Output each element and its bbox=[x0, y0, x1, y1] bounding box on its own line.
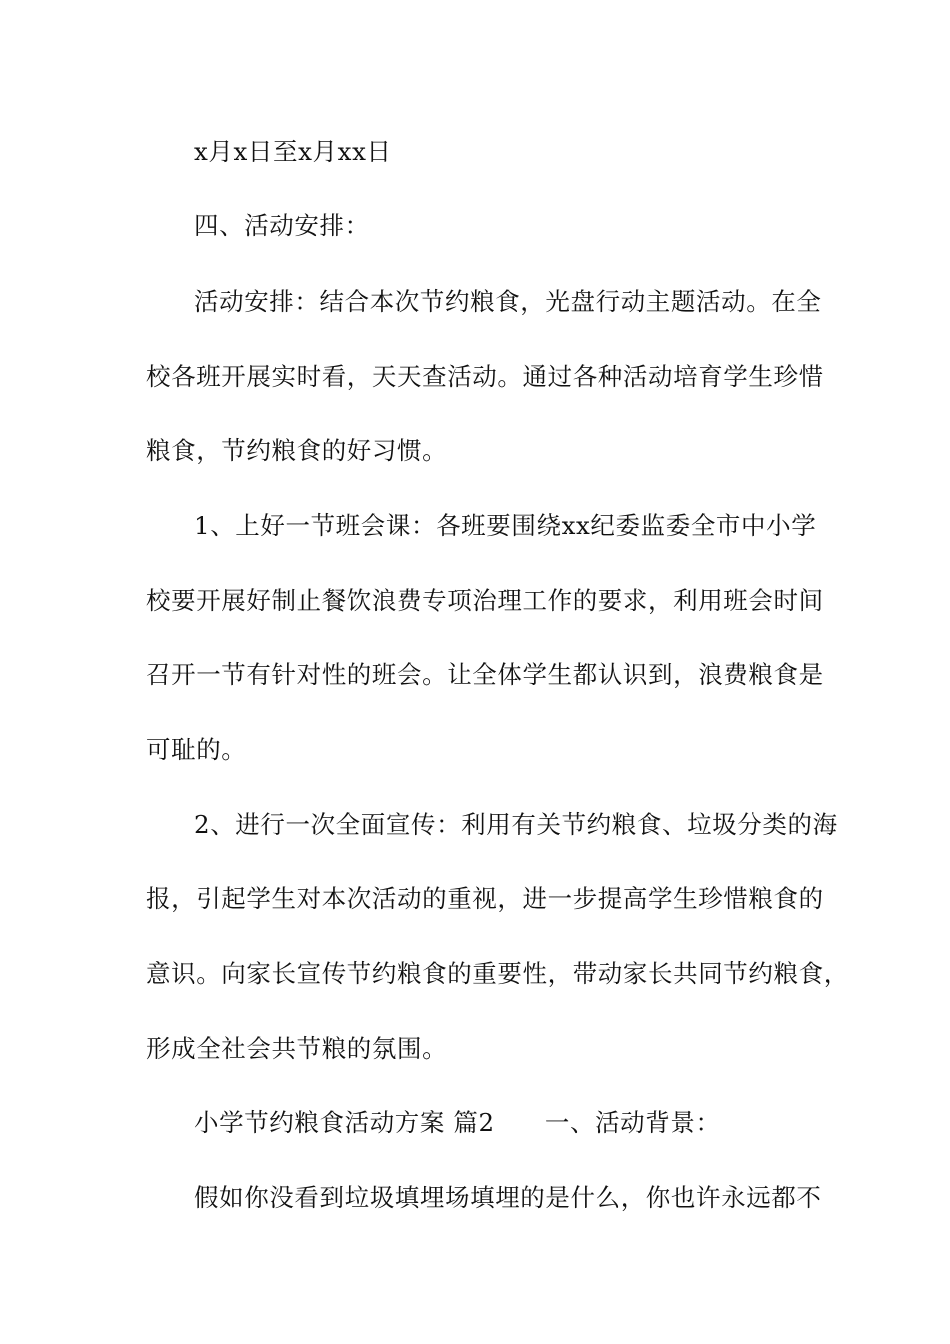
paragraph-line: 校各班开展实时看，天天查活动。通过各种活动培育学生珍惜 bbox=[146, 362, 824, 391]
section-heading-activity-arrangement: 四、活动安排： bbox=[194, 211, 370, 240]
text-line-date-range: x月x日至x月xx日 bbox=[194, 137, 392, 166]
section-title-plan-2: 小学节约粮食活动方案 篇2 一、活动背景： bbox=[194, 1108, 721, 1137]
paragraph-line: 1、上好一节班会课：各班要围绕xx纪委监委全市中小学 bbox=[194, 511, 817, 540]
paragraph-line: 2、进行一次全面宣传：利用有关节约粮食、垃圾分类的海 bbox=[194, 810, 838, 839]
paragraph-line: 报，引起学生对本次活动的重视，进一步提高学生珍惜粮食的 bbox=[146, 884, 824, 913]
paragraph-line: 校要开展好制止餐饮浪费专项治理工作的要求，利用班会时间 bbox=[146, 586, 824, 615]
paragraph-line: 粮食，节约粮食的好习惯。 bbox=[146, 436, 448, 465]
paragraph-line: 形成全社会共节粮的氛围。 bbox=[146, 1034, 448, 1063]
paragraph-line: 可耻的。 bbox=[146, 735, 247, 764]
paragraph-line: 活动安排：结合本次节约粮食，光盘行动主题活动。在全 bbox=[194, 287, 822, 316]
paragraph-line: 召开一节有针对性的班会。让全体学生都认识到，浪费粮食是 bbox=[146, 660, 824, 689]
paragraph-line: 意识。向家长宣传节约粮食的重要性，带动家长共同节约粮食， bbox=[146, 959, 849, 988]
paragraph-line: 假如你没看到垃圾填埋场填埋的是什么，你也许永远都不 bbox=[194, 1183, 822, 1212]
